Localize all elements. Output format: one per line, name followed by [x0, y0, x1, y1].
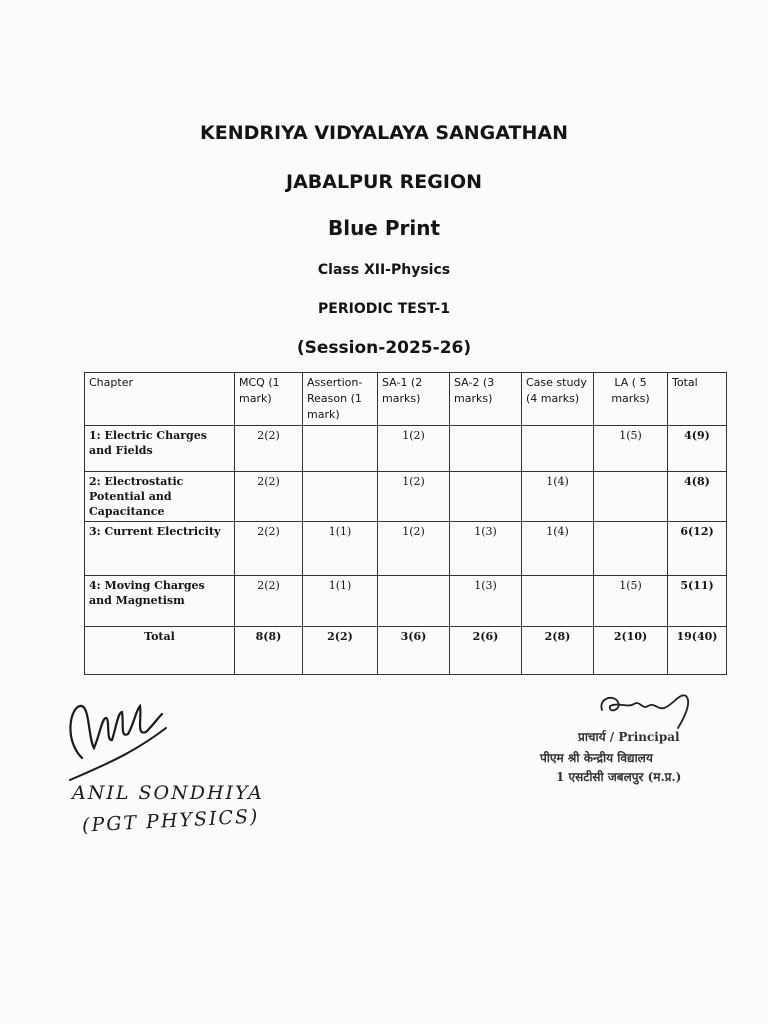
sa2-cell: 1(3)	[450, 576, 522, 627]
ar-cell: 1(1)	[303, 522, 378, 576]
grand-total: 19(40)	[668, 627, 727, 675]
sa2-cell	[450, 472, 522, 522]
principal-stamp-address: 1 एसटीसी जबलपुर (म.प्र.)	[556, 770, 682, 784]
la-cell	[594, 522, 668, 576]
session-label: (Session-2025-26)	[296, 338, 472, 358]
la-total: 2(10)	[594, 627, 668, 675]
mcq-cell: 2(2)	[235, 472, 303, 522]
teacher-signature-icon	[62, 688, 182, 784]
column-header: Total	[668, 373, 727, 426]
total-cell: 6(12)	[668, 522, 727, 576]
chapter-cell: 4: Moving Charges and Magnetism	[85, 576, 235, 627]
ar-total: 2(2)	[303, 627, 378, 675]
column-header: Case study (4 marks)	[522, 373, 594, 426]
case-cell: 1(4)	[522, 522, 594, 576]
sa1-total: 3(6)	[378, 627, 450, 675]
total-cell: 4(9)	[668, 426, 727, 472]
mcq-cell: 2(2)	[235, 576, 303, 627]
column-header: Chapter	[85, 373, 235, 426]
region-title: JABALPUR REGION	[286, 171, 482, 193]
document-title: Blue Print	[327, 216, 441, 240]
sa1-cell: 1(2)	[378, 426, 450, 472]
case-cell	[522, 576, 594, 627]
principal-stamp-title: प्राचार्य / Principal	[578, 730, 680, 744]
column-header: SA-1 (2 marks)	[378, 373, 450, 426]
column-header: LA ( 5 marks)	[594, 373, 668, 426]
total-cell: 5(11)	[668, 576, 727, 627]
organization-title: KENDRIYA VIDYALAYA SANGATHAN	[200, 122, 568, 144]
sa2-total: 2(6)	[450, 627, 522, 675]
la-cell	[594, 472, 668, 522]
test-name: PERIODIC TEST-1	[318, 301, 450, 317]
teacher-name: ANIL SONDHIYA	[72, 782, 264, 804]
blueprint-table	[84, 372, 727, 675]
total-row	[85, 627, 727, 675]
total-cell: 4(8)	[668, 472, 727, 522]
teacher-designation: (PGT PHYSICS)	[81, 805, 260, 837]
column-header: MCQ (1 mark)	[235, 373, 303, 426]
column-header: SA-2 (3 marks)	[450, 373, 522, 426]
ar-cell: 1(1)	[303, 576, 378, 627]
column-header: Assertion-Reason (1 mark)	[303, 373, 378, 426]
class-subject: Class XII-Physics	[317, 262, 451, 278]
case-cell: 1(4)	[522, 472, 594, 522]
sa1-cell	[378, 576, 450, 627]
sa1-cell: 1(2)	[378, 522, 450, 576]
sa2-cell	[450, 426, 522, 472]
table-row	[85, 576, 727, 627]
la-cell: 1(5)	[594, 576, 668, 627]
sa2-cell: 1(3)	[450, 522, 522, 576]
mcq-total: 8(8)	[235, 627, 303, 675]
mcq-cell: 2(2)	[235, 426, 303, 472]
mcq-cell: 2(2)	[235, 522, 303, 576]
total-label: Total	[85, 627, 235, 675]
ar-cell	[303, 426, 378, 472]
chapter-cell: 2: Electrostatic Potential and Capacitance	[85, 472, 235, 522]
chapter-cell: 1: Electric Charges and Fields	[85, 426, 235, 472]
principal-stamp-school: पीएम श्री केन्द्रीय विद्यालय	[540, 751, 653, 765]
table-row	[85, 472, 727, 522]
case-total: 2(8)	[522, 627, 594, 675]
table-row	[85, 522, 727, 576]
ar-cell	[303, 472, 378, 522]
chapter-cell: 3: Current Electricity	[85, 522, 235, 576]
table-row	[85, 426, 727, 472]
la-cell: 1(5)	[594, 426, 668, 472]
case-cell	[522, 426, 594, 472]
table-header-row	[85, 373, 727, 426]
sa1-cell: 1(2)	[378, 472, 450, 522]
